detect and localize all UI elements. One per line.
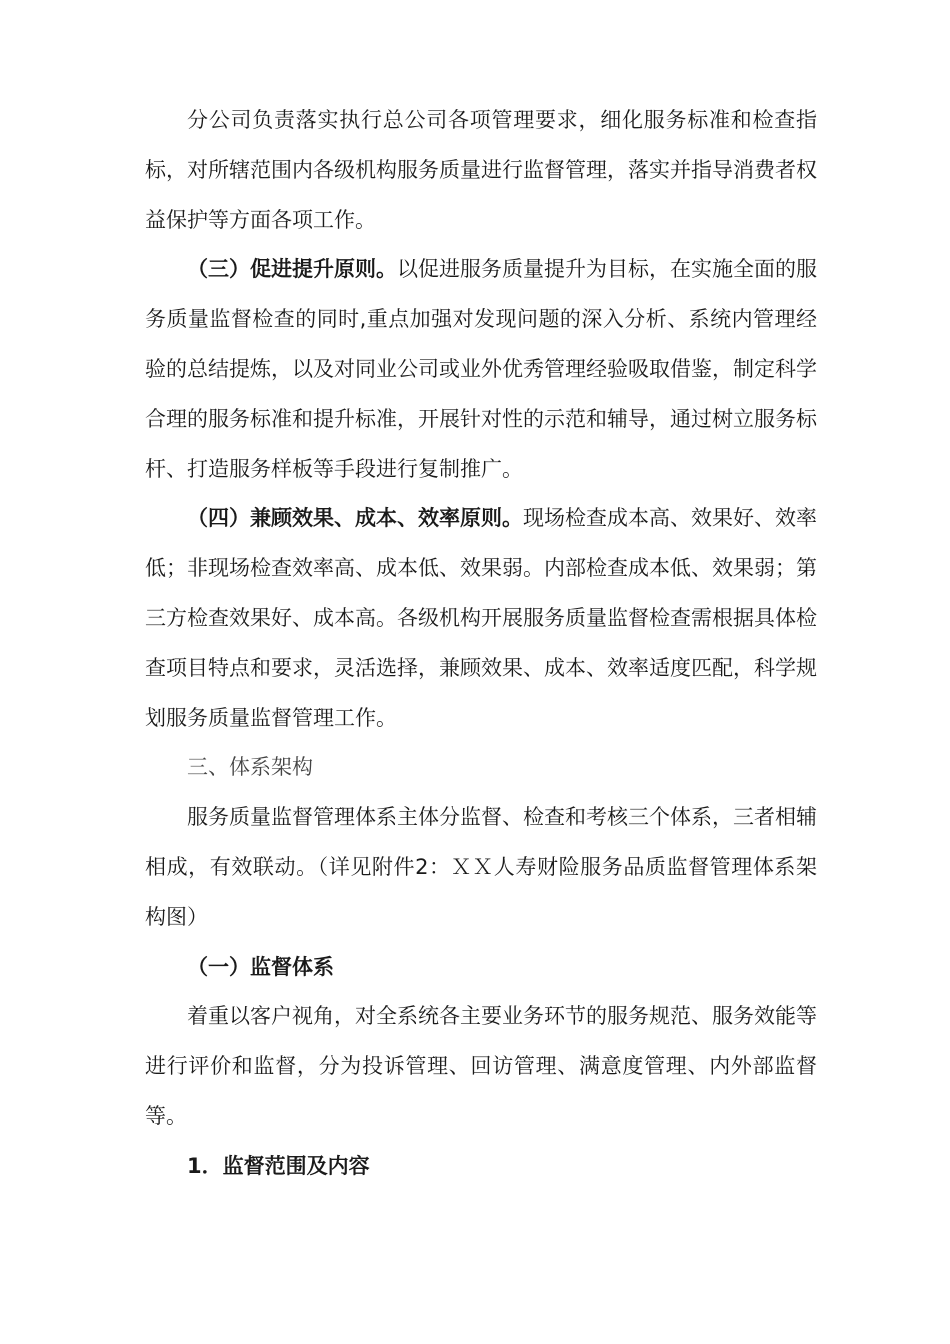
- paragraph-branch-duties: 分公司负责落实执行总公司各项管理要求，细化服务标准和检查指标，对所辖范围内各级机构服务质量进行监督管理，落实并指导消费者权益保护等方面各项工作。: [145, 108, 817, 232]
- subsection-title-supervision: （一）监督体系: [187, 954, 334, 979]
- paragraph-promotion-principle: [145, 245, 817, 494]
- heading-promotion-principle: （三）促进提升原则。: [187, 257, 397, 282]
- subsection-title-scope: 1．监督范围及内容: [187, 1153, 370, 1178]
- paragraph-architecture: 服务质量监督管理体系主体分监督、检查和考核三个体系，三者相辅相成，有效联动。（详见附件2：ＸＸ人寿财险服务品质监督管理体系架构图）: [145, 805, 817, 929]
- document-page: [145, 96, 817, 1192]
- paragraph-balance-principle: [145, 494, 817, 743]
- body-promotion-principle: 以促进服务质量提升为目标，在实施全面的服务质量监督检查的同时,重点加强对发现问题的深入分析、系统内管理经验的总结提炼，以及对同业公司或业外优秀管理经验吸取借鉴，制定科学合理的服务标准和提升标准，开展针对性的示范和辅导，通过树立服务标杆、打造服务样板等手段进行复制推广。: [145, 257, 817, 481]
- section-title-architecture: 三、体系架构: [187, 755, 313, 780]
- body-balance-principle: 现场检查成本高、效果好、效率低；非现场检查效率高、成本低、效果弱。内部检查成本低、效果弱；第三方检查效果好、成本高。各级机构开展服务质量监督检查需根据具体检查项目特点和要求，灵活选择，兼顾效果、成本、效率适度匹配，科学规划服务质量监督管理工作。: [145, 506, 817, 730]
- heading-balance-principle: （四）兼顾效果、成本、效率原则。: [187, 506, 523, 531]
- paragraph-supervision: 着重以客户视角，对全系统各主要业务环节的服务规范、服务效能等进行评价和监督，分为投诉管理、回访管理、满意度管理、内外部监督等。: [145, 1004, 817, 1128]
